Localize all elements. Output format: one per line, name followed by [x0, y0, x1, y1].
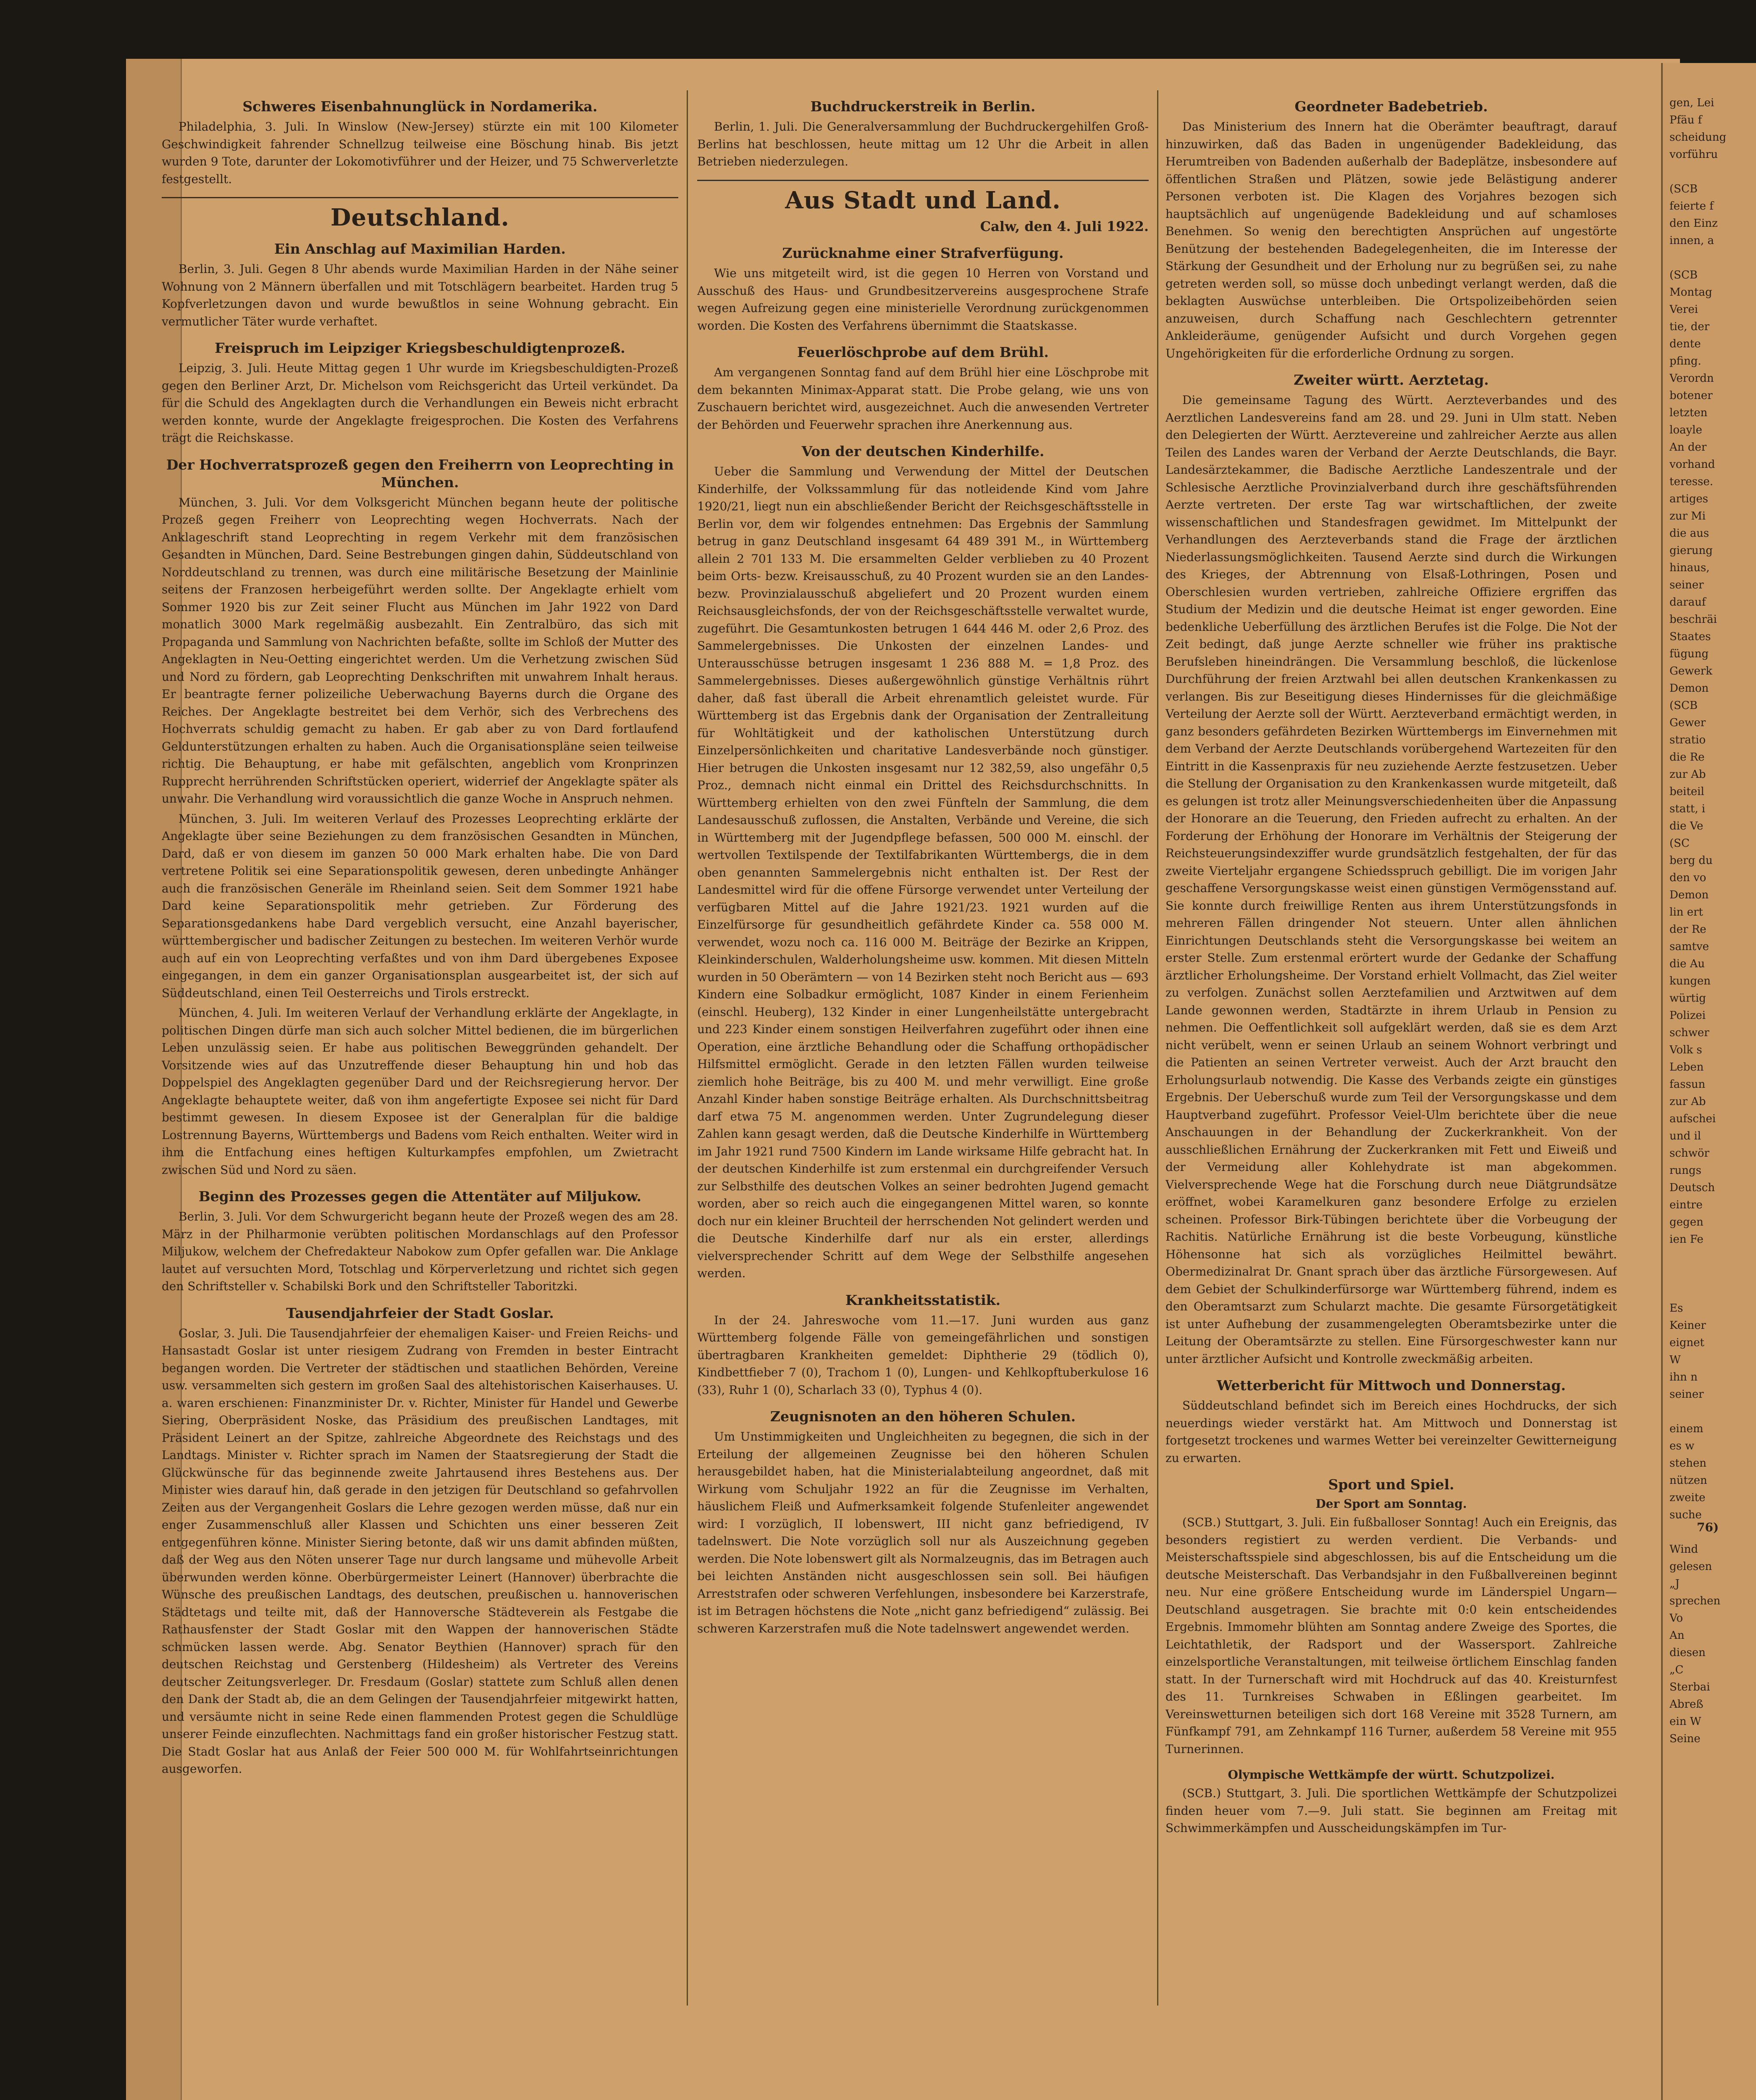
fragment-line: zur Ab	[1669, 768, 1706, 781]
article-headline: Krankheitsstatistik.	[845, 1292, 1001, 1308]
fragment-line: die Au	[1669, 958, 1705, 970]
fragment-line: Sterbai	[1669, 1681, 1710, 1693]
fragment-line: fassun	[1669, 1078, 1706, 1091]
fragment-line: stehen	[1669, 1457, 1707, 1470]
fragment-line	[1669, 1265, 1753, 1283]
fragment-line: gegen	[1669, 1216, 1704, 1228]
article-paragraph: Goslar, 3. Juli. Die Tausendjahrfeier der ehemaligen Kaiser- und Freien Reichs- und Hansastadt Goslar ist unter riesigem Zudrang von Fremden in bester Eintracht begangen worden. Die Vertreter der städtischen und staatlichen Behörden, Vereine usw. versammelten sich gestern im großen Saal des altehistorischen Kaiserhauses. U. a. waren erschienen: Finanzminister Dr. v. Richter, Minister für Handel und Gewerbe Siering, Oberpräsident Noske, das Präsidium des preußischen Landtages, mit Präsident Leinert an der Spitze, zahlreiche Abgeordnete des Reichstags und des Landtags. Minister v. Richter sprach im Namen der Staatsregierung der Stadt die Glückwünsche für das beginnende zweite Jahrtausend ihres Bestehens aus. Der Minister wies darauf hin, daß gerade in den jetzigen für Deutschland so gefahrvollen Zeiten aus der Vergangenheit Goslars die Lehre gezogen werden müsse, daß nur ein enger Zusammenschluß aller Klassen und Schichten uns einer besseren Zeit entgegenführen könne. Minister Siering betonte, daß wir uns damit abfinden müßten, daß der Weg aus den Nöten unserer Tage nur durch langsame und mühevolle Arbeit überwunden werden könne. Oberbürgermeister Leinert (Hannover) überbrachte die Wünsche des preußischen Landtags, des deutschen, preußischen u. hannoverischen Städtetags und teilte mit, daß der Hannoversche Städteverein als Festgabe die Rathausfenster der Stadt Goslar mit den Wappen der hannoverischen Städte schmücken lassen werde. Abg. Senator Beythien (Hannover) sprach für den deutschen Reichstag und Gerstenberg (Hildesheim) als Vertreter des Vereins deutscher Zeitungsverleger. Dr. Fresdaum (Goslar) stattete zum Schluß allen denen den Dank der Stadt ab, die an dem Gelingen der Tausendjahrfeier mitgewirkt hatten, und versäumte nicht in seine Rede einen flammenden Protest gegen die Schuldlüge unserer Feinde einzuflechten. Nachmittags fand ein großer historischer Festzug statt. Die Stadt Goslar hat aus Anlaß der Feier 500 000 M. für Wohlfahrtseinrichtungen ausgeworfen.	[162, 1326, 678, 1776]
fragment-line: „C	[1669, 1664, 1684, 1676]
fragment-line: Deutsch	[1669, 1181, 1715, 1194]
fragment-line: letzten	[1669, 407, 1708, 419]
fragment-line: den vo	[1669, 872, 1706, 884]
fragment-line: An der	[1669, 441, 1707, 454]
fragment-line: Seine	[1669, 1732, 1701, 1745]
fragment-line: Montag	[1669, 286, 1712, 299]
fragment-line: beiteil	[1669, 785, 1704, 798]
fragment-line	[1669, 249, 1753, 267]
article-headline: Tausendjahrfeier der Stadt Goslar.	[286, 1305, 554, 1321]
fragment-line: eignet	[1669, 1336, 1704, 1349]
section-heading: Deutschland.	[330, 204, 510, 231]
article-paragraph: Berlin, 3. Juli. Vor dem Schwurgericht begann heute der Prozeß wegen des am 28. März in der Philharmonie verübten politischen Mordanschlags auf den Professor Miljukow, welchem der Chefredakteur Nabokow zum Opfer gefallen war. Die Anklage lautet auf versuchten Mord, Totschlag und Körperverletzung und richtet sich gegen den Schriftsteller v. Schabilski Bork und den Schriftsteller Taboritzki.	[162, 1210, 678, 1293]
fragment-line: dente	[1669, 338, 1701, 350]
article-headline: Zeugnisnoten an den höheren Schulen.	[770, 1408, 1076, 1425]
fragment-line: pfing.	[1669, 355, 1701, 368]
fragment-line: stratio	[1669, 734, 1706, 746]
fragment-line: artiges	[1669, 493, 1709, 505]
fragment-line: Abreß	[1669, 1698, 1704, 1711]
column-2	[697, 94, 1149, 2010]
fragment-line: berg du	[1669, 854, 1713, 867]
article-paragraph: Die gemeinsame Tagung des Württ. Aerzteverbandes und des Aerztlichen Landesvereins fand am 28. und 29. Juni in Ulm statt. Neben den Delegierten der Württ. Aerztevereine und zahlreicher Aerzte aus allen Teilen des Landes waren der Verband der Aerzte Deutschlands, die Bayr. Landesärztekammer, die Badische Aerztliche Landeszentrale und der Schlesische Aerztliche Provinzialverband durch ihre geschäftsführenden Aerzte vertreten. Der erste Tag war wirtschaftlichen, der zweite wissenschaftlichen und Standesfragen gewidmet. Im Mittelpunkt der Verhandlungen des Aerzteverbands stand die Frage der ärztlichen Niederlassungsmöglichkeiten. Tausend Aerzte sind durch die Wirkungen des Krieges, der Abtrennung von Elsaß-Lothringen, Posen und Oberschlesien wurden vertrieben, zahlreiche Offiziere ergriffen das Studium der Medizin und die deutsche Heimat ist enger geworden. Eine bedenkliche Ueberfüllung des ärztlichen Berufes ist die Folge. Die Not der Zeit bedingt, daß junge Aerzte schneller wie früher ins praktische Berufsleben hineindrängen. Die Versammlung beschloß, die lückenlose Durchführung der freien Arztwahl bei allen deutschen Krankenkassen zu verlangen. Bis zur Beseitigung dieses Hindernisses für die gleichmäßige Verteilung der Aerzte soll der Württ. Aerzteverband ermächtigt werden, in ganz besonders gefährdeten Bezirken Württembergs im Einvernehmen mit dem Verband der Aerzte Deutschlands vorübergehend Wartezeiten für den Eintritt in die Kassenpraxis für neu zuziehende Aerzte festzusetzen. Ueber die Stellung der Organisation zu den Krankenkassen wurde mitgeteilt, daß es gelungen ist trotz aller Meinungsverschiedenheiten über die Anpassung der Honorare an die Teuerung, den Frieden aufrecht zu erhalten. An der Forderung der Erhöhung der Honorare im Verhältnis der Steigerung der Reichsteuerungsindexziffer wurde grundsätzlich festgehalten, der für das zweite Vierteljahr ergangene Schiedsspruch gebilligt. Die im vorigen Jahr geschaffene Versorgungskasse weist einen günstigen Vermögensstand auf. Sie konnte durch freiwillige Renten aus ihrem Unterstützungsfonds in mehreren Fällen dringender Not steuern. Unter allen ähnlichen Einrichtungen Deutschlands steht die Versorgungskasse bei weitem an erster Stelle. Zum erstenmal erörtert wurde der Gedanke der Schaffung ärztlicher Erholungsheime. Der Vorstand erhielt Vollmacht, das Ziel weiter zu verfolgen. Zunächst sollen Aerztefamilien und Arztwitwen auf dem Lande gewonnen werden, Stadtärzte in ihrem Urlaub in Pension zu nehmen. Die Oeffentlichkeit soll aufgeklärt werden, daß sie es dem Arzt nicht verübelt, wenn er seinen Urlaub an seinem Wohnort verbringt und die Patienten an seinen Vertreter verweist. Auch der Arzt braucht den Erholungsurlaub notwendig. Die Kasse des Verbands zeigte ein günstiges Ergebnis. Der Ueberschuß wurde zum Teil der Versorgungskasse und dem Hauptverband zugeführt. Professor Veiel-Ulm berichtete über die neue Anschauungen in der Behandlung der Zuckerkrankheit. Von der ausschließlichen Ernährung der Zuckerkranken mit Fett und Eiweiß und der Vermeidung aller Kohlehydrate ist man abgekommen. Vielversprechende Wege hat die Forschung durch neue Diätgrundsätze eröffnet, wobei Karamelkuren ganz besondere Erfolge zu erzielen scheinen. Professor Birk-Tübingen berichtete über die Vorbeugung der Rachitis. Natürliche Ernährung ist die beste Vorbeugung, künstliche Höhensonne hat sich als vorzügliches Heilmittel bewährt. Obermedizinalrat Dr. Gnant sprach über das ärztliche Fürsorgewesen. Auf dem Gebiet der Schulkinderfürsorge war Württemberg führend, indem es den Oberamtsarzt zum Schularzt machte. Die gesamte Fürsorgetätigkeit ist unter Aufhebung der zusammengelegten Oberamtsbezirke unter die Leitung der Oberamtsärzte zu stellen. Eine Fürsorgeschwester kann nur unter ärztlicher Aufsicht und Kontrolle zweckmäßig arbeiten.	[1165, 393, 1617, 1366]
fragment-line: der Re	[1669, 923, 1706, 936]
article	[162, 98, 678, 188]
column-1	[162, 94, 678, 2010]
article-paragraph: Am vergangenen Sonntag fand auf dem Brühl hier eine Löschprobe mit dem bekannten Minimax-Apparat statt. Die Probe gelang, wie uns von Zuschauern berichtet wird, ausgezeichnet. Auch die anwesenden Vertreter der Behörden und Feuerwehr sprachen ihre Anerkennung aus.	[697, 365, 1149, 432]
fragment-line: Gewerk	[1669, 665, 1712, 677]
fragment-line: Verei	[1669, 303, 1698, 316]
fragment-line: ein W	[1669, 1715, 1701, 1728]
fragment-line: ien Fe	[1669, 1233, 1704, 1246]
article	[162, 456, 678, 1179]
article-paragraph: Philadelphia, 3. Juli. In Winslow (New-Jersey) stürzte ein mit 100 Kilometer Geschwindigkeit fahrender Schnellzug teilweise eine Böschung hinab. Bis jetzt wurden 9 Tote, darunter der Lokomotivführer und der Heizer, und 75 Schwerverletzte festgestellt.	[162, 120, 678, 186]
fragment-line: Polizei	[1669, 1009, 1706, 1022]
fragment-line: einem	[1669, 1423, 1704, 1435]
fragment-line: Volk s	[1669, 1044, 1702, 1056]
fragment-line: „J	[1669, 1578, 1680, 1590]
article-paragraph: Berlin, 1. Juli. Die Generalversammlung der Buchdruckergehilfen Groß-Berlins hat beschlossen, heute mittag um 12 Uhr die Arbeit in allen Betrieben niederzulegen.	[697, 120, 1149, 168]
article-headline: Wetterbericht für Mittwoch und Donnerstag.	[1217, 1377, 1566, 1394]
section-block	[162, 197, 678, 231]
fragment-line: An	[1669, 1629, 1685, 1642]
article-headline: Beginn des Prozesses gegen die Attentäter auf Miljukow.	[198, 1188, 642, 1205]
section-block	[697, 180, 1149, 236]
fragment-line: loayle	[1669, 424, 1702, 436]
article-paragraph: Süddeutschland befindet sich im Bereich eines Hochdrucks, der sich neuerdings wieder verstärkt hat. Am Mittwoch und Donnerstag ist fortgesetzt trockenes und warmes Wetter bei vereinzelter Gewitterneigung zu erwarten.	[1165, 1399, 1617, 1465]
article-headline: Schweres Eisenbahnunglück in Nordamerika.	[242, 98, 598, 115]
column-divider	[1157, 90, 1158, 2006]
fragment-line: seiner	[1669, 1388, 1704, 1401]
fragment-line: botener	[1669, 389, 1713, 402]
article-paragraph: München, 3. Juli. Vor dem Volksgericht München begann heute der politische Prozeß gegen Freiherr von Leoprechting wegen Hochverrats. Nach der Anklageschrift stand Leoprechting in regem Verkehr mit dem französischen Gesandten in München, Dard. Seine Bestrebungen gingen dahin, Süddeutschland von Norddeutschland zu trennen, was durch eine militärische Besetzung der Mainlinie seitens der Franzosen herbeigeführt werden sollte. Der Angeklagte erhielt vom Sommer 1920 bis zur Zeit seiner Flucht aus München im Jahr 1922 von Dard monatlich 3000 Mark regelmäßig ausbezahlt. Ein Zentralbüro, das sich mit Propaganda und Sammlung von Nachrichten befaßte, sollte im Schloß der Mutter des Angeklagten in Neu-Oetting eingerichtet werden. Um die Verhetzung zwischen Süd und Nord zu fördern, gab Leoprechting Denkschriften mit unwahrem Inhalt heraus. Er beantragte ferner polizeiliche Ueberwachung Bayerns durch die Organe des Reiches. Der Angeklagte bestreitet bei dem Verhör, sich des Verbrechens des Hochverrats schuldig gemacht zu haben. Er gab aber zu von Dard fortlaufend Geldunterstützungen erhalten zu haben. Auch die Organisationspläne seien teilweise richtig. Die Behauptung, er habe mit gefälschten, angeblich vom Kronprinzen Rupprecht herrührenden Schriftstücken operiert, widerrief der Angeklagte später als unwahr. Die Verhandlung wird voraussichtlich die ganze Woche in Anspruch nehmen.	[162, 495, 678, 806]
fragment-line: die Re	[1669, 751, 1705, 764]
article-paragraph: Um Unstimmigkeiten und Ungleichheiten zu begegnen, die sich in der Erteilung der allgemeinen Zeugnisse bei den höheren Schulen herausgebildet haben, hat die Ministerialabteilung angeordnet, daß mit Wirkung vom Schuljahr 1922 an für die Zeugnisse im Verhalten, häuslichem Fleiß und Aufmerksamkeit folgende Stufenleiter angewendet wird: I vorzüglich, II lobenswert, III nicht ganz befriedigend, IV tadelnswert. Die Note vorzüglich soll nur als Auszeichnung gegeben werden. Die Note lobenswert gilt als Normalzeugnis, das im Betragen auch bei leichten Anständen nicht ausgeschlossen sein soll. Bei häufigen Arreststrafen oder schweren Verfehlungen, insbesondere bei Karzerstrafe, ist im Betragen höchstens die Note „nicht ganz befriedigend“ zulässig. Bei schweren Karzerstrafen muß die Note tadelnswert angewendet werden.	[697, 1430, 1149, 1635]
article	[697, 1292, 1149, 1399]
article-headline: Freispruch im Leipziger Kriegsbeschuldigtenprozeß.	[215, 340, 625, 356]
fragment-line: die Ve	[1669, 820, 1704, 832]
article	[697, 98, 1149, 171]
fragment-line: Gewer	[1669, 717, 1706, 729]
article	[1165, 1767, 1617, 1837]
fragment-line: Es	[1669, 1302, 1683, 1315]
fragment-line: Demon	[1669, 682, 1709, 695]
article	[1165, 1377, 1617, 1467]
article	[697, 1408, 1149, 1637]
article-paragraph: München, 4. Juli. Im weiteren Verlauf der Verhandlung erklärte der Angeklagte, in politischen Dingen dürfe man sich auch solcher Mittel bedienen, die im bürgerlichen Leben unzulässig seien. Er habe aus politischen Beweggründen gehandelt. Der Vorsitzende wies auf das Unzutreffende dieser Behauptung hin und hob das Doppelspiel des Angeklagten gegenüber Dard und der Reichsregierung hervor. Der Angeklagte behauptete weiter, daß von ihm angefertigte Exposee sei nicht für Dard bestimmt gewesen. In diesem Exposee ist der Generalplan für die baldige Lostrennung Bayerns, Württembergs und Badens vom Reich enthalten. Weiter wird in ihm die Entfachung eines heftigen Kulturkampfes empfohlen, um Zwietracht zwischen Süd und Nord zu säen.	[162, 1006, 678, 1177]
fragment-line: W	[1669, 1354, 1681, 1366]
article-subheadline: Olympische Wettkämpfe der württ. Schutzpolizei.	[1228, 1768, 1555, 1782]
article-headline: Geordneter Badebetrieb.	[1294, 98, 1488, 115]
section-heading: Aus Stadt und Land.	[785, 186, 1061, 214]
fragment-line: sprechen	[1669, 1595, 1721, 1607]
fragment-line: Pfäu f	[1669, 114, 1702, 126]
fragment-line: diesen	[1669, 1646, 1706, 1659]
article	[1165, 98, 1617, 362]
article	[162, 1188, 678, 1295]
fragment-line: gierung	[1669, 544, 1713, 557]
page-number: 76)	[1697, 1520, 1719, 1534]
fragment-line: innen, a	[1669, 234, 1714, 247]
fragment-line: fügung	[1669, 648, 1709, 660]
article-subheadline: Der Sport am Sonntag.	[1315, 1497, 1467, 1511]
article	[697, 344, 1149, 433]
fragment-line: rungs	[1669, 1164, 1701, 1177]
article	[162, 339, 678, 447]
fragment-line: feierte f	[1669, 200, 1714, 213]
article-headline: Sport und Spiel.	[1328, 1476, 1454, 1493]
article-headline: Der Hochverratsprozeß gegen den Freiherrn von Leoprechting in München.	[166, 456, 674, 491]
fragment-line: vorhand	[1669, 458, 1715, 471]
fragment-line: Keiner	[1669, 1319, 1706, 1332]
article-paragraph: Wie uns mitgeteilt wird, ist die gegen 10 Herren von Vorstand und Ausschuß des Haus- und Grundbesitzervereins ausgesprochene Strafe wegen Aufreizung gegen eine ministerielle Verordnung zurückgenommen worden. Die Kosten des Verfahrens übernimmt die Staatskasse.	[697, 266, 1149, 333]
fragment-line	[1669, 1403, 1753, 1420]
fragment-line	[1669, 1248, 1753, 1265]
article-headline: Feuerlöschprobe auf dem Brühl.	[797, 344, 1049, 360]
fragment-line: Staates	[1669, 630, 1711, 643]
article-paragraph: München, 3. Juli. Im weiteren Verlauf des Prozesses Leoprechting erklärte der Angeklagte über seine Beziehungen zu dem französischen Gesandten in München, Dard, daß er von diesem im ganzen 50 000 Mark erhalten habe. Die von Dard vertretene Politik sei eine Separationspolitik gewesen, deren unbedingte Anhänger auch die französischen Generäle im Rheinland seien. Seit dem Sommer 1921 habe Dard keine Separationspolitik mehr getrieben. Zur Förderung des Separationsgedankens habe Dard vergeblich versucht, eine Anzahl bayerischer, württembergischer und badischer Zeitungen zu bestechen. Im weiteren Verhör wurde auch auf ein von Leoprechting verfaßtes und von ihm Dard übergebenes Exposee eingegangen, in dem ein ganzer Organisationsplan ausgearbeitet ist, der sich auf Süddeutschland, einen Teil Oesterreichs und Tirols erstreckt.	[162, 811, 678, 1000]
fragment-line: suche	[1669, 1509, 1702, 1521]
article-headline: Zweiter württ. Aerztetag.	[1294, 372, 1489, 388]
fragment-line: gen, Lei	[1669, 97, 1714, 109]
fragment-line: nützen	[1669, 1474, 1707, 1487]
fragment-line: darauf	[1669, 596, 1706, 609]
fragment-line: Verordn	[1669, 372, 1714, 385]
fragment-line: gelesen	[1669, 1560, 1712, 1573]
fragment-line: beschräi	[1669, 613, 1717, 626]
fragment-line: es w	[1669, 1440, 1695, 1452]
fragment-line: zur Ab	[1669, 1095, 1706, 1108]
fragment-line: die aus	[1669, 527, 1709, 540]
fragment-line: tie, der	[1669, 320, 1710, 333]
fragment-line: hinaus,	[1669, 562, 1710, 574]
article-headline: Buchdruckerstreik in Berlin.	[810, 98, 1036, 115]
fragment-line: (SCB	[1669, 183, 1698, 195]
article	[697, 244, 1149, 334]
article-headline: Zurücknahme einer Strafverfügung.	[782, 245, 1064, 261]
fragment-line: zur Mi	[1669, 510, 1706, 522]
fragment-line: vorführu	[1669, 148, 1718, 161]
fragment-line: eintre	[1669, 1199, 1703, 1211]
fragment-line: kungen	[1669, 975, 1711, 987]
article-paragraph: Berlin, 3. Juli. Gegen 8 Uhr abends wurde Maximilian Harden in der Nähe seiner Wohnung von 2 Männern überfallen und mit Totschlägern bearbeitet. Harden trug 5 Kopfverletzungen davon und wurde bewußtlos in seine Wohnung gebracht. Ein vermutlicher Täter wurde verhaftet.	[162, 262, 678, 328]
fragment-line: und il	[1669, 1130, 1701, 1142]
fragment-line: zweite	[1669, 1491, 1706, 1504]
fragment-line: samtve	[1669, 940, 1709, 953]
fragment-line: seiner	[1669, 579, 1704, 591]
fragment-line: (SC	[1669, 837, 1690, 850]
article	[1165, 1476, 1617, 1758]
article-paragraph: Ueber die Sammlung und Verwendung der Mittel der Deutschen Kinderhilfe, der Volkssammlung für das notleidende Kind vom Jahre 1920/21, liegt nun ein abschließender Bericht der Reichsgeschäftsstelle in Berlin vor, dem wir folgendes entnehmen: Das Ergebnis der Sammlung betrug in ganz Deutschland insgesamt 64 489 391 M., in Württemberg allein 2 701 133 M. Die ersammelten Gelder verblieben zu 40 Prozent beim Orts- bezw. Kreisausschuß, zu 40 Prozent wurden sie an den Landes- bezw. Provinzialausschuß abgeliefert und 20 Prozent wurden einem Reichsausgleichsfonds, der von der Reichsgeschäftsstelle verwaltet wurde, zugeführt. Die Gesamtunkosten betrugen 1 644 446 M. oder 2,6 Proz. des Sammelergebnisses. Die Unkosten der einzelnen Landes- und Unterausschüsse betrugen insgesamt 1 236 888 M. = 1,8 Proz. des Sammelergebnisses. Dieses außergewöhnlich günstige Verhältnis rührt daher, daß fast überall die Arbeit ehrenamtlich geleistet wurde. Für Württemberg ist das Ergebnis dank der Organisation der Zentralleitung für Wohltätigkeit und der katholischen Unterstützung durch Einzelpersönlichkeiten und charitative Landesverbände noch günstiger. Hier betrugen die Unkosten insgesamt nur 12 382,59, also ungefähr 0,5 Proz., demnach nicht einmal ein Drittel des Reichsdurchschnitts. In Württemberg erhielten von den zwei Fünfteln der Sammlung, die dem Landesausschuß zuflossen, die Anstalten, Verbände und Vereine, die sich in Württemberg mit der Jugendpflege befassen, 500 000 M. einschl. der wertvollen Textilspende der Textilfabrikanten Württembergs, die in dem oben genannten Sammelergebnis nicht enthalten ist. Der Rest der Landesmittel wird für die offene Fürsorge verwendet unter Verteilung der verfügbaren Mittel auf die Jahre 1921/23. 1921 wurden auf die Einzelfürsorge für gesundheitlich gefährdete Kinder ca. 558 000 M. verwendet, wozu noch ca. 116 000 M. Beiträge der Bezirke an Krippen, Kleinkinderschulen, Walderholungsheime usw. kommen. Mit diesen Mitteln wurden in 50 Oberämtern — von 14 Bezirken steht noch Bericht aus — 693 Kindern eine Solbadkur ermöglicht, 1087 Kinder in einem Ferienheim (einschl. Heuberg), 132 Kinder in einer Lungenheilstätte untergebracht und 223 Kinder einem sonstigen Heilverfahren zugeführt oder ihnen eine Operation, eine ärztliche Behandlung oder die Schaffung orthopädischer Hilfsmittel ermöglicht. Gerade in den letzten Fällen wurden teilweise ziemlich hohe Beiträge, bis zu 400 M. und mehr verwilligt. Eine große Anzahl Kinder haben sonstige Beiträge erhalten. Als Durchschnittsbeitrag darf etwa 75 M. angenommen werden. Unter Zugrundelegung dieser Zahlen kann gesagt werden, daß die Deutsche Kinderhilfe in Württemberg im Jahr 1921 rund 7500 Kindern im Lande wirksame Hilfe gebracht hat. In der deutschen Kinderhilfe ist zum erstenmal ein durchgreifender Versuch zur Selbsthilfe des deutschen Volkes an seiner bedrohten Jugend gemacht worden, aber so reich auch die eingegangenen Mittel waren, so konnte doch nur ein kleiner Bruchteil der herrschenden Not gelindert werden und die Deutsche Kinderhilfe darf nur als ein erster, allerdings vielversprechender Schritt auf dem Wege der Selbsthilfe angesehen werden.	[697, 465, 1149, 1280]
article-headline: Ein Anschlag auf Maximilian Harden.	[274, 241, 566, 257]
article	[1165, 371, 1617, 1368]
article-headline: Von der deutschen Kinderhilfe.	[801, 443, 1045, 459]
fragment-line: Leben	[1669, 1061, 1704, 1074]
article-paragraph: (SCB.) Stuttgart, 3. Juli. Ein fußballoser Sonntag! Auch ein Ereignis, das besonders registiert zu werden verdient. Die Verbands- und Meisterschaftsspiele sind abgeschlossen, bis auf die Entscheidung um die deutsche Meisterschaft. Das Verbandsjahr in den Fußballvereinen beginnt neu. Nur eine größere Entscheidung wurde im Länderspiel Ungarn—Deutschland ausgetragen. Sie brachte mit 0:0 kein entscheidendes Ergebnis. Immomehr blühten am Sonntag andere Zweige des Sportes, die Leichtathletik, der Radsport und der Wassersport. Zahlreiche einzelsportliche Veranstaltungen, mit teilweise örtlichem Einschlag fanden statt. In der Turnerschaft wird mit Hochdruck auf das 40. Kreisturnfest des 11. Turnkreises Schwaben in Eßlingen gearbeitet. Im Vereinswetturnen beteiligen sich dort 168 Vereine mit 3528 Turnern, am Fünfkampf 791, am Zehnkampf 116 Turner, außerdem 58 Vereine mit 955 Turnerinnen.	[1165, 1515, 1617, 1756]
fragment-line: scheidung	[1669, 131, 1727, 144]
fragment-line: schwer	[1669, 1026, 1709, 1039]
article	[162, 240, 678, 330]
fragment-line: (SCB	[1669, 699, 1698, 712]
fragment-line: schwör	[1669, 1147, 1709, 1160]
article	[162, 1305, 678, 1778]
article-paragraph: Das Ministerium des Innern hat die Oberämter beauftragt, darauf hinzuwirken, daß das Baden in ungenügender Badekleidung, das Herumtreiben von Badenden außerhalb der Badeplätze, insbesondere auf öffentlichen Straßen und Plätzen, sowie jede Belästigung anderer Personen verboten ist. Die Klagen des Vorjahres bezogen sich hauptsächlich auf ungenügende Badekleidung und auf schamloses Benehmen. So wenig den berechtigten Ansprüchen auf ungestörte Benützung der bestehenden Badegelegenheiten, die im Interesse der Stärkung der Gesundheit und der Erholung nur zu begrüßen sei, zu nahe getreten werden soll, so müsse doch unbedingt verlangt werden, daß die beklagten Auswüchse unterbleiben. Die Ortspolizeibehörden seien anzuweisen, durch Schaffung nach Geschlechtern getrennter Ankleideräume, genügender Aufsicht und durch Vorgehen gegen Ungehörigkeiten für die erforderliche Ordnung zu sorgen.	[1165, 120, 1617, 360]
article-paragraph: In der 24. Jahreswoche vom 11.—17. Juni wurden aus ganz Württemberg folgende Fälle von gemeingefährlichen und sonstigen übertragbaren Krankheiten gemeldet: Diphtherie 29 (tödlich 0), Kindbettfieber 7 (0), Trachom 1 (0), Lungen- und Kehlkopftuberkulose 16 (33), Ruhr 1 (0), Scharlach 33 (0), Typhus 4 (0).	[697, 1313, 1149, 1397]
fragment-line: ihn n	[1669, 1371, 1698, 1383]
column-3	[1165, 94, 1617, 2010]
fragment-line: Demon	[1669, 889, 1709, 901]
fragment-line: Vo	[1669, 1612, 1683, 1625]
dateline: Calw, den 4. Juli 1922.	[980, 218, 1149, 234]
fragment-line: würtig	[1669, 992, 1706, 1005]
column-divider	[687, 90, 688, 2006]
article	[697, 443, 1149, 1282]
fragment-line: (SCB	[1669, 269, 1698, 281]
fragment-line	[1669, 1283, 1753, 1300]
fragment-line: aufschei	[1669, 1113, 1716, 1125]
fragment-line	[1669, 163, 1753, 181]
article-paragraph: (SCB.) Stuttgart, 3. Juli. Die sportlichen Wettkämpfe der Schutzpolizei finden heuer vom 7.—9. Juli statt. Sie beginnen am Freitag mit Schwimmerkämpfen und Ausscheidungskämpfen im Tur-	[1165, 1786, 1617, 1835]
adjacent-page-text	[1669, 94, 1753, 2010]
article-paragraph: Leipzig, 3. Juli. Heute Mittag gegen 1 Uhr wurde im Kriegsbeschuldigten-Prozeß gegen den Berliner Arzt, Dr. Michelson vom Reichsgericht das Urteil verkündet. Da für die Schuld des Angeklagten durch die Verhandlungen ein Beweis nicht erbracht werden konnte, wurde der Angeklagte freigesprochen. Die Kosten des Verfahrens trägt die Reichskasse.	[162, 361, 678, 445]
fragment-line: teresse.	[1669, 475, 1713, 488]
fragment-line: statt, i	[1669, 803, 1706, 815]
fragment-line: Wind	[1669, 1543, 1698, 1556]
fragment-line: lin ert	[1669, 906, 1703, 919]
fragment-line: den Einz	[1669, 217, 1718, 230]
